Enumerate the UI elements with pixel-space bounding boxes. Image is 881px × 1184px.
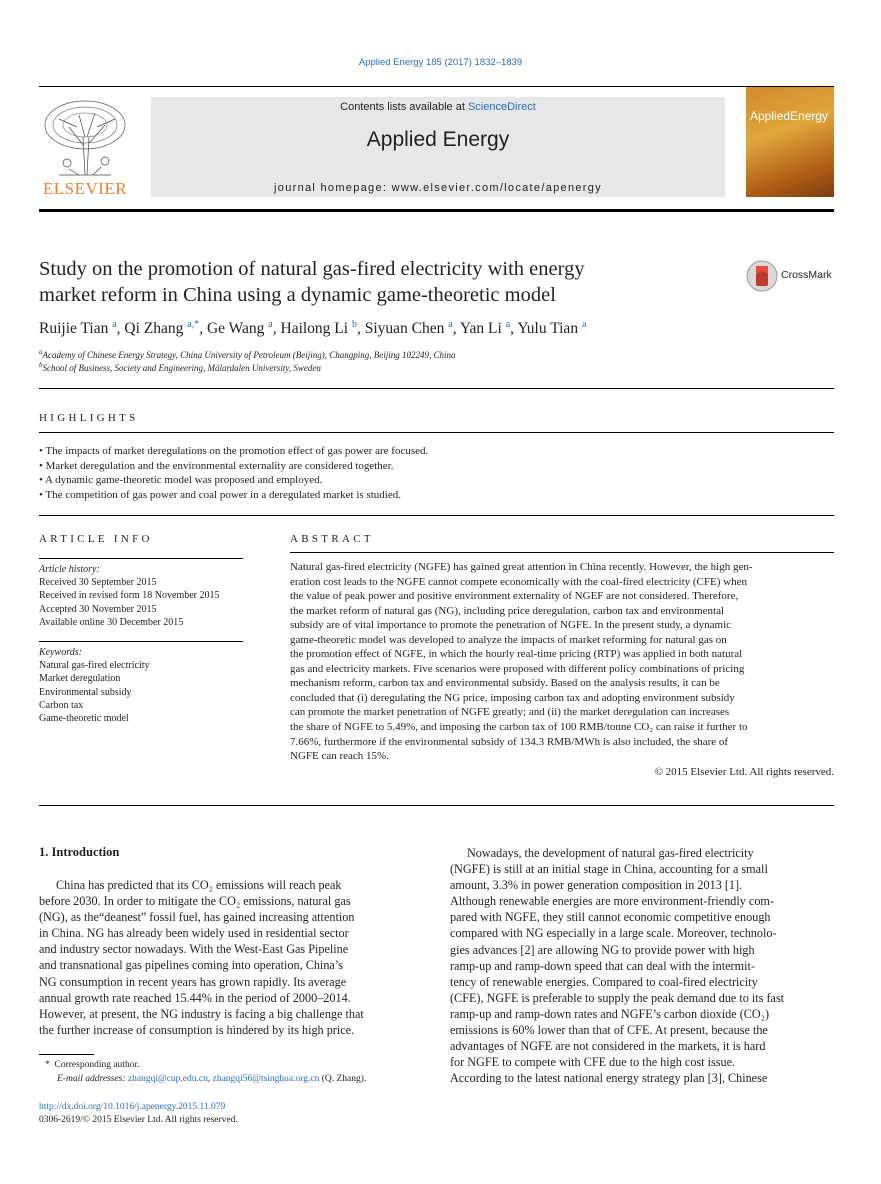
contents-line [151, 101, 725, 113]
highlights-bottom-rule [39, 515, 834, 516]
highlight-item: • The impacts of market deregulations on the promotion effect of gas power are focused. [39, 445, 429, 457]
email-label: E-mail addresses: [57, 1074, 126, 1084]
body-line: NG consumption in recent years has grown rapidly. Its average [39, 974, 347, 989]
section-heading-introduction: 1. Introduction [39, 845, 120, 859]
homepage-prefix: journal homepage: [274, 182, 392, 194]
keyword: Carbon tax [39, 699, 84, 711]
journal-reference[interactable]: Applied Energy 185 (2017) 1832–1839 [358, 57, 523, 68]
front-matter-bottom-rule [39, 805, 834, 806]
issn-line: 0306-2619/© 2015 Elsevier Ltd. All rights reserved. [39, 1115, 238, 1125]
history-accepted: Accepted 30 November 2015 [39, 603, 157, 615]
body-line: pared with NGFE, they still cannot economic competitive enough [450, 910, 771, 925]
email-suffix: (Q. Zhang). [319, 1074, 367, 1084]
keywords-list [39, 646, 249, 725]
contents-prefix: Contents lists available at [340, 101, 468, 113]
header-bottom-rule [39, 209, 834, 212]
abstract-line: gas and electricity markets. Five scenarios were proposed with different policy combinations of pricing [290, 662, 745, 675]
body-line: in China. NG has already been widely used in residential sector [39, 926, 349, 941]
body-line: (CFE), NGFE is preferable to supply the peak demand due to its fast [450, 990, 785, 1005]
highlight-item: • The competition of gas power and coal power in a deregulated market is studied. [39, 489, 401, 501]
journal-banner [151, 97, 725, 197]
body-line: gies advances [2] are allowing NG to provide power with high [450, 942, 755, 957]
highlight-text: The impacts of market deregulations on the promotion effect of gas power are focused. [45, 445, 429, 457]
body-line: and industry sector nowadays. With the West-East Gas Pipeline [39, 942, 349, 957]
abstract-line: the promotion effect of NGFE, in which the hourly real-time pricing (RTP) was applied in both natural [290, 648, 743, 661]
author-name[interactable]: Qi Zhang [124, 320, 184, 338]
article-title [39, 256, 739, 308]
author-affil-sup[interactable]: a [581, 319, 587, 330]
email-addresses [57, 1074, 366, 1084]
keywords-label: Keywords: [39, 647, 82, 658]
title-line-2: market reform in China using a dynamic game-theoretic model [39, 284, 556, 306]
crossmark-badge[interactable] [746, 260, 836, 290]
keyword: Market deregulation [39, 673, 121, 685]
crossmark-icon [746, 260, 778, 292]
author-affil-sup[interactable]: a [268, 319, 273, 330]
affiliation-text: Academy of Chinese Energy Strategy, China University of Petroleum (Beijing), Changping, Beijing 102249, China [42, 350, 456, 360]
email-link[interactable]: zhangqi@cup.edu.cn [127, 1074, 208, 1084]
abstract-rule [290, 552, 834, 553]
body-line: ramp-up and ramp-down rates and NGFE’s carbon dioxide (CO₂) [450, 1006, 770, 1021]
affiliation-b [39, 361, 321, 373]
body-line: annual growth rate reached 15.44% in the period of 2000–2014. [39, 990, 351, 1005]
body-line: However, at present, the NG industry is facing a big challenge that [39, 1006, 364, 1021]
highlight-text: A dynamic game-theoretic model was proposed and employed. [45, 474, 323, 486]
intro-column-1 [39, 877, 422, 1038]
author-name[interactable]: Hailong Li [280, 320, 349, 338]
journal-name: Applied Energy [366, 128, 510, 151]
sciencedirect-link[interactable]: ScienceDirect [467, 101, 536, 113]
abstract-line: concluded that (i) deregulating the NG price, imposing carbon tax and adopting environment subsidy [290, 691, 735, 704]
keyword: Natural gas-fired electricity [39, 660, 150, 672]
body-line: compared with NG especially in a large scale. Moreover, technolo- [450, 926, 777, 941]
body-line: ramp-up and ramp-down speed that can deal with the intermit- [450, 958, 755, 973]
abstract-body [290, 560, 834, 779]
affiliation-rule [39, 388, 834, 389]
abstract-line: eration cost leads to the NGFE cannot compete economically with the coal-fired electricity (CFE) when [290, 575, 747, 588]
keyword: Environmental subsidy [39, 686, 132, 698]
body-line: for NGFE to compete with CFE due to the high cost issue. [450, 1055, 736, 1070]
article-info-rule [39, 558, 243, 559]
keywords-rule [39, 641, 243, 642]
history-revised: Received in revised form 18 November 2015 [39, 590, 220, 602]
author-affil-sup[interactable]: a [505, 319, 511, 330]
body-line: According to the latest national energy strategy plan [3], Chinese [450, 1071, 768, 1086]
abstract-line: the share of NGFE to 5.49%, and imposing the carbon tax of 100 RMB/tonne CO₂ can raise it further to [290, 721, 748, 734]
affiliation-sup: b [39, 361, 43, 369]
homepage-url[interactable]: www.elsevier.com/locate/apenergy [391, 182, 602, 194]
abstract-line: mechanism reform, carbon tax and environmental subsidy. Based on the analysis results, it can be [290, 677, 720, 690]
abstract-line: the market reform of natural gas (NG), including price deregulation, carbon tax and environmental [290, 604, 725, 617]
footnote-rule [39, 1054, 94, 1055]
article-history [39, 563, 249, 629]
intro-column-2 [450, 845, 834, 1086]
body-line: China has predicted that its CO₂ emissions will reach peak [56, 878, 342, 892]
cover-title: AppliedEnergy [750, 109, 829, 123]
body-line: (NG), as the“deanest” fossil fuel, has gained increasing attention [39, 910, 355, 925]
highlight-item: • A dynamic game-theoretic model was proposed and employed. [39, 474, 323, 486]
crossmark-label: CrossMark [781, 269, 832, 281]
highlights-heading: HIGHLIGHTS [39, 412, 139, 424]
history-online: Available online 30 December 2015 [39, 616, 184, 628]
journal-cover-image [746, 87, 834, 197]
corresponding-author-text: Corresponding author. [54, 1060, 140, 1070]
body-line: before 2030. In order to mitigate the CO₂ emissions, natural gas [39, 894, 351, 909]
history-label: Article history: [39, 564, 100, 575]
abstract-line: can promote the market penetration of NGFE greatly; and (ii) the market deregulation can increases [290, 706, 730, 719]
author-name[interactable]: Ruijie Tian [39, 320, 109, 338]
author-affil-sup[interactable]: a [112, 319, 117, 330]
corresponding-author-note: * Corresponding author. [45, 1060, 140, 1070]
email-separator: , [207, 1074, 213, 1084]
body-line: Although renewable energies are more environment-friendly com- [450, 894, 774, 909]
keyword: Game-theoretic model [39, 713, 129, 725]
tree-logo-icon [39, 97, 131, 177]
author-name[interactable]: Ge Wang [206, 320, 265, 338]
title-line-1: Study on the promotion of natural gas-fired electricity with energy [39, 258, 585, 280]
history-received: Received 30 September 2015 [39, 577, 157, 589]
abstract-heading: ABSTRACT [290, 533, 374, 545]
article-info-heading: ARTICLE INFO [39, 533, 153, 545]
highlight-text: Market deregulation and the environmental externality are considered together. [45, 460, 394, 472]
author-affil-sup[interactable]: a [448, 319, 453, 330]
abstract-line: the value of peak power and positive environment externality of NGEF are not considered. Therefore, [290, 590, 739, 603]
email-link[interactable]: zhangqi56@tsinghua.org.cn [212, 1074, 320, 1084]
author-affil-sup[interactable]: a,* [187, 319, 200, 330]
abstract-line: NGFE can reach 15%. [290, 750, 389, 763]
author-affil-sup[interactable]: b [351, 319, 357, 330]
body-line: emissions is 60% lower than that of CFE. At present, because the [450, 1023, 768, 1038]
abstract-line: Natural gas-fired electricity (NGFE) has gained great attention in China recently. However, the high gen- [290, 561, 753, 573]
body-line: advantages of NGFE are not considered in the markets, it is hard [450, 1039, 766, 1054]
highlight-text: The competition of gas power and coal power in a deregulated market is studied. [45, 489, 401, 501]
abstract-line: 7.66%, furthermore if the environmental subsidy of 134.3 RMB/MWh is also included, the share of [290, 735, 729, 748]
body-line: tency of renewable energies. Compared to coal-fired electricity [450, 974, 758, 989]
journal-homepage [151, 182, 725, 194]
abstract-line: subsidy are of vital importance to promote the penetration of NGFE. In the present study, a dynamic [290, 619, 732, 632]
author-list: Ruijie Tian $^a$, Qi Zhang $^{a,*}$, Ge Wang $^a$, Hailong Li $^b$, Siyuan Chen $^a$, Yan Li $^a$, Yulu Tian $^a$ [39, 319, 587, 338]
highlights-rule [39, 432, 834, 433]
author-name[interactable]: Yan Li [459, 320, 502, 338]
body-line: amount, 3.3% in power generation composition in 2013 [1]. [450, 878, 743, 893]
header-top-rule [39, 86, 834, 87]
body-line: (NGFE) is still at an initial stage in China, accounting for a small [450, 862, 768, 877]
copyright-notice: © 2015 Elsevier Ltd. All rights reserved. [654, 765, 834, 778]
doi-link[interactable]: http://dx.doi.org/10.1016/j.apenergy.2015.11.079 [39, 1102, 226, 1112]
affiliation-a [39, 348, 456, 360]
body-line: the further increase of consumption is hindered by its high price. [39, 1022, 355, 1037]
affiliation-text: School of Business, Society and Engineering, Mälardalen University, Sweden [42, 363, 321, 373]
author-name[interactable]: Yulu Tian [517, 320, 579, 338]
elsevier-logo [39, 97, 131, 197]
body-line: and transnational gas pipelines coming into operation, China’s [39, 958, 343, 973]
elsevier-wordmark: ELSEVIER [42, 179, 128, 198]
body-line: Nowadays, the development of natural gas-fired electricity [467, 846, 754, 860]
affiliation-sup: a [39, 348, 43, 356]
highlight-item: • Market deregulation and the environmental externality are considered together. [39, 460, 394, 472]
author-name[interactable]: Siyuan Chen [364, 320, 445, 338]
abstract-line: game-theoretic model was developed to analyze the impacts of market reforming for natural gas on [290, 633, 727, 646]
